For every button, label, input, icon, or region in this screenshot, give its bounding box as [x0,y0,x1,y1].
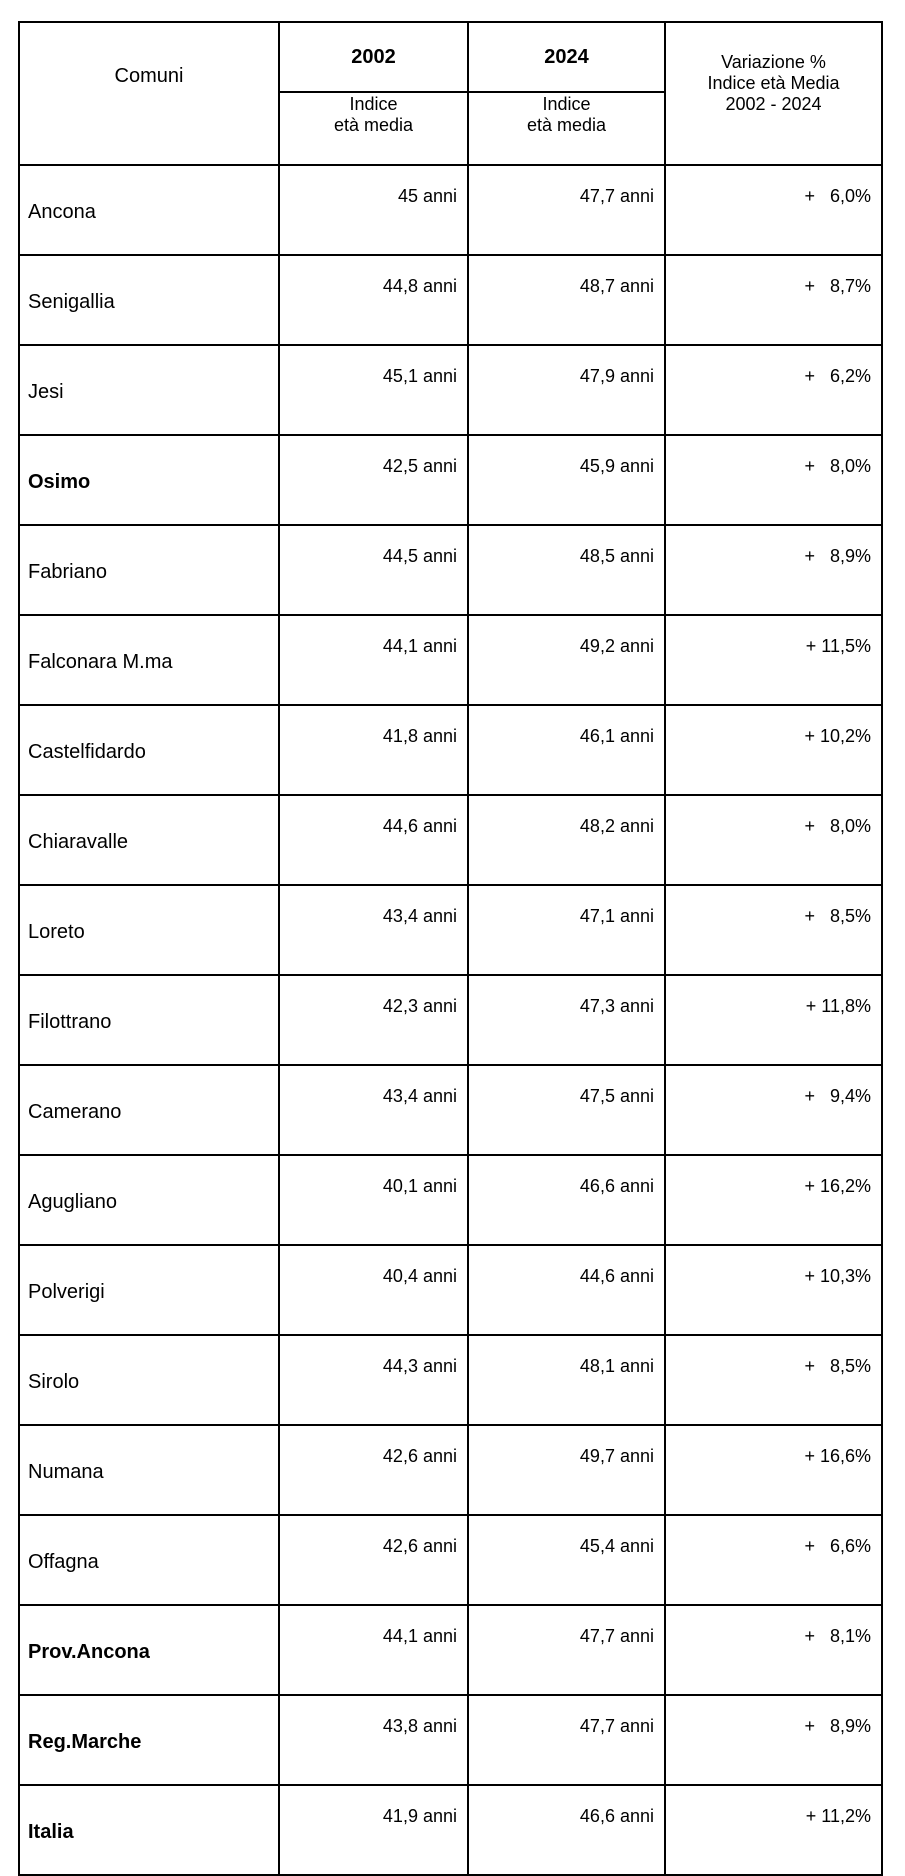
header-sub-2002-line2: età media [333,115,414,135]
table-row [19,165,882,255]
cell-variation: + 6,6% [665,1515,882,1605]
cell-2024: 47,3 anni [468,975,665,1065]
cell-variation: + 16,6% [665,1425,882,1515]
cell-2002: 44,3 anni [279,1335,468,1425]
cell-comune: Agugliano [19,1155,279,1245]
cell-2002: 44,6 anni [279,795,468,885]
header-variation-line1: Variazione % [721,52,826,72]
table-row [19,345,882,435]
cell-2002: 43,8 anni [279,1695,468,1785]
table-row [19,1785,882,1875]
cell-comune: Senigallia [19,255,279,345]
cell-variation: + 6,2% [665,345,882,435]
cell-2002: 41,8 anni [279,705,468,795]
cell-comune: Polverigi [19,1245,279,1335]
cell-variation: + 8,0% [665,435,882,525]
cell-comune: Chiaravalle [19,795,279,885]
cell-2024: 47,9 anni [468,345,665,435]
cell-2024: 46,1 anni [468,705,665,795]
cell-2002: 44,5 anni [279,525,468,615]
cell-comune: Castelfidardo [19,705,279,795]
header-year-2002: 2002 [279,22,468,92]
cell-comune: Italia [19,1785,279,1875]
cell-variation: + 8,7% [665,255,882,345]
cell-2002: 42,3 anni [279,975,468,1065]
table-row [19,1605,882,1695]
cell-2024: 49,2 anni [468,615,665,705]
cell-2002: 45,1 anni [279,345,468,435]
cell-comune: Camerano [19,1065,279,1155]
cell-2024: 47,1 anni [468,885,665,975]
table-row [19,1515,882,1605]
table-row [19,1335,882,1425]
header-variation-line3: 2002 - 2024 [725,94,822,114]
cell-2002: 45 anni [279,165,468,255]
cell-variation: + 8,1% [665,1605,882,1695]
header-sub-2024-line1: Indice [542,94,591,114]
cell-variation: + 8,5% [665,885,882,975]
cell-2002: 42,6 anni [279,1425,468,1515]
table-row [19,975,882,1065]
header-comuni: Comuni [19,22,279,165]
cell-variation: + 16,2% [665,1155,882,1245]
header-sub-2002 [279,92,468,165]
cell-2024: 46,6 anni [468,1155,665,1245]
table-row [19,1245,882,1335]
cell-comune: Reg.Marche [19,1695,279,1785]
table-row [19,255,882,345]
cell-2002: 44,1 anni [279,1605,468,1695]
cell-comune: Loreto [19,885,279,975]
cell-2002: 43,4 anni [279,885,468,975]
header-variation [665,22,882,165]
cell-2002: 41,9 anni [279,1785,468,1875]
header-year-2024: 2024 [468,22,665,92]
table-row [19,1425,882,1515]
table-row [19,795,882,885]
cell-comune: Prov.Ancona [19,1605,279,1695]
cell-2024: 46,6 anni [468,1785,665,1875]
cell-variation: + 9,4% [665,1065,882,1155]
header-sub-2024 [468,92,665,165]
cell-2024: 47,7 anni [468,1605,665,1695]
cell-2024: 48,7 anni [468,255,665,345]
cell-variation: + 8,9% [665,1695,882,1785]
cell-comune: Jesi [19,345,279,435]
cell-variation: + 6,0% [665,165,882,255]
age-index-table [18,21,883,1876]
cell-variation: + 11,2% [665,1785,882,1875]
cell-variation: + 11,5% [665,615,882,705]
table-row [19,1695,882,1785]
cell-variation: + 8,9% [665,525,882,615]
cell-2024: 47,7 anni [468,1695,665,1785]
cell-comune: Ancona [19,165,279,255]
cell-2002: 43,4 anni [279,1065,468,1155]
cell-variation: + 11,8% [665,975,882,1065]
cell-comune: Sirolo [19,1335,279,1425]
header-variation-line2: Indice età Media [707,73,840,93]
cell-2024: 45,4 anni [468,1515,665,1605]
header-sub-2002-line1: Indice [349,94,398,114]
cell-2002: 42,5 anni [279,435,468,525]
cell-comune: Osimo [19,435,279,525]
cell-2024: 44,6 anni [468,1245,665,1335]
table-row [19,615,882,705]
cell-2002: 44,1 anni [279,615,468,705]
table-row [19,1155,882,1245]
cell-2002: 40,4 anni [279,1245,468,1335]
cell-variation: + 8,0% [665,795,882,885]
header-sub-2024-line2: età media [526,115,607,135]
cell-2024: 47,7 anni [468,165,665,255]
cell-comune: Falconara M.ma [19,615,279,705]
table-row [19,885,882,975]
cell-comune: Filottrano [19,975,279,1065]
cell-2024: 49,7 anni [468,1425,665,1515]
cell-2002: 40,1 anni [279,1155,468,1245]
cell-2002: 44,8 anni [279,255,468,345]
table-body [19,165,882,1875]
cell-comune: Fabriano [19,525,279,615]
cell-2024: 47,5 anni [468,1065,665,1155]
cell-variation: + 10,3% [665,1245,882,1335]
cell-comune: Offagna [19,1515,279,1605]
cell-2024: 48,5 anni [468,525,665,615]
cell-variation: + 10,2% [665,705,882,795]
cell-2024: 48,1 anni [468,1335,665,1425]
cell-comune: Numana [19,1425,279,1515]
cell-variation: + 8,5% [665,1335,882,1425]
table-row [19,435,882,525]
cell-2024: 48,2 anni [468,795,665,885]
cell-2024: 45,9 anni [468,435,665,525]
header-row [19,22,882,92]
table-row [19,525,882,615]
table-row [19,1065,882,1155]
table-row [19,705,882,795]
cell-2002: 42,6 anni [279,1515,468,1605]
